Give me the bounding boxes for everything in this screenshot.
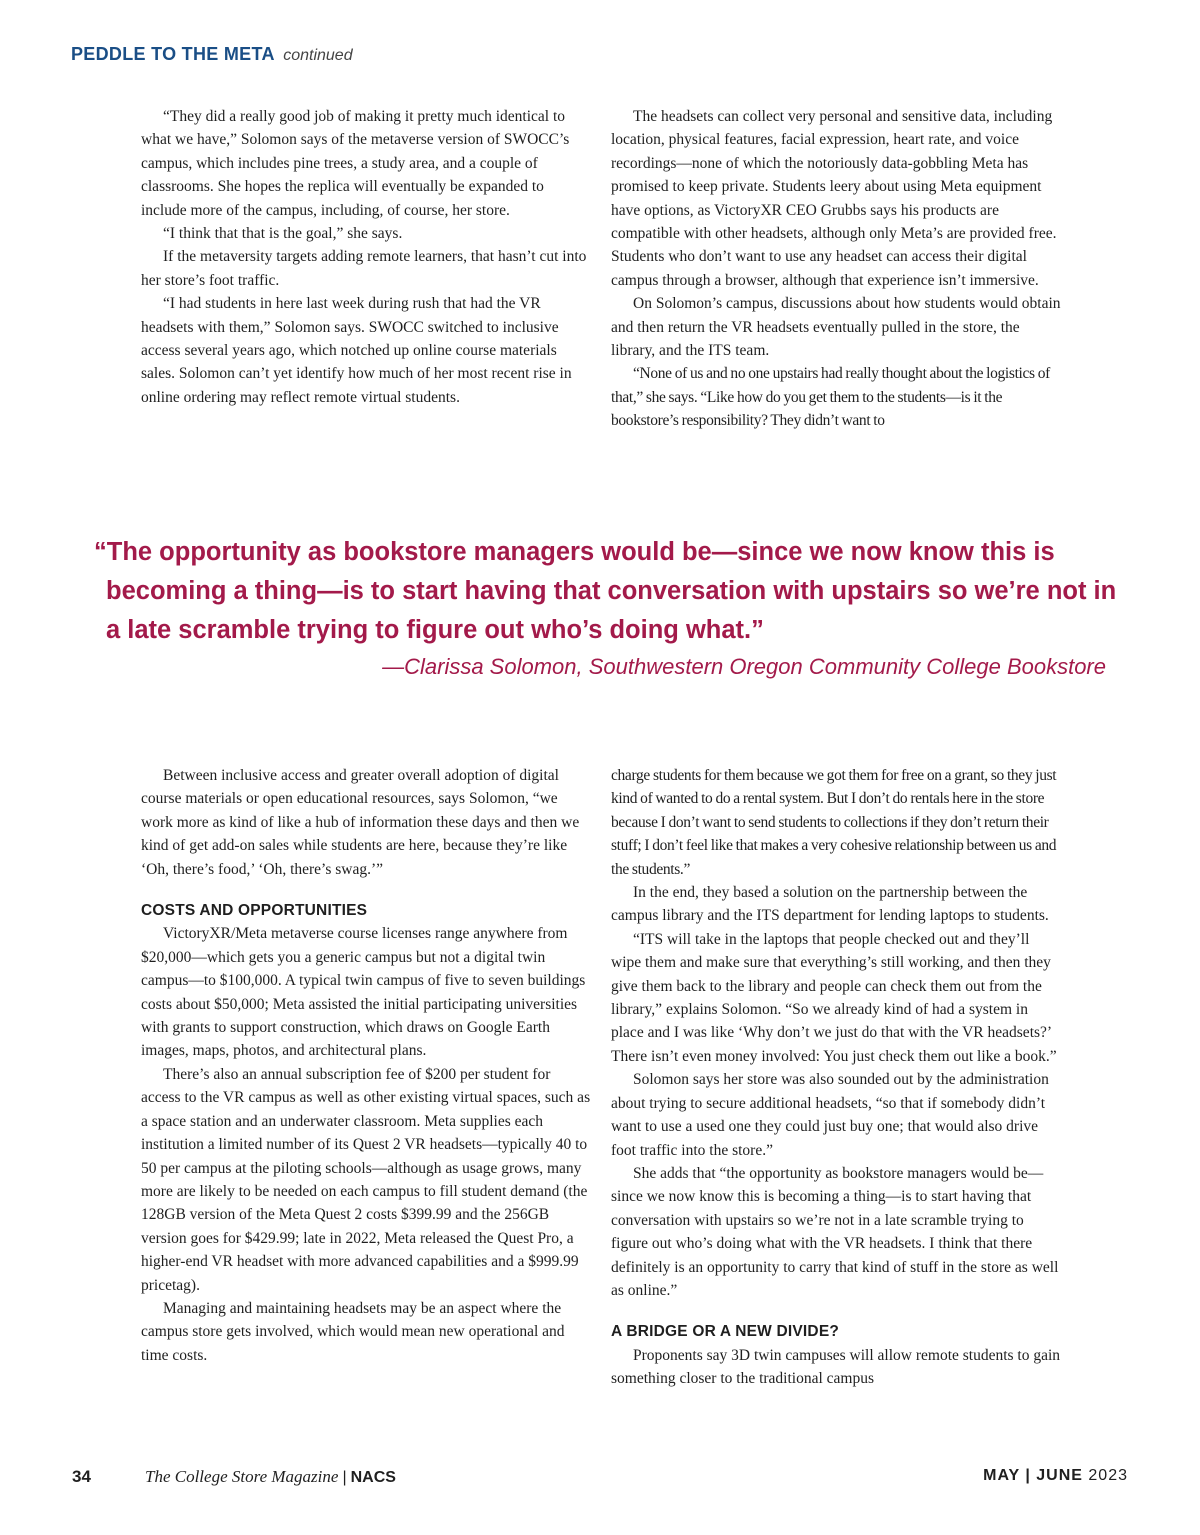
paragraph: If the metaversity targets adding remote learners, that hasn’t cut into her store’s foot traffic. [141,248,587,289]
column-bottom-left [141,764,591,1367]
column-top-left [141,105,591,409]
magazine-credit [145,1467,396,1487]
continued-label: continued [283,47,353,64]
paragraph: “None of us and no one upstairs had really thought about the logistics of that,” she says. “Like how do you get them to the students—is it the bookstore’s responsibility? They didn’t want to [611,365,1050,430]
issue-year: 2023 [1088,1467,1128,1484]
issue-months: MAY | JUNE [983,1467,1083,1484]
section-title: PEDDLE TO THE META [71,44,275,64]
pull-quote [90,533,1120,682]
paragraph: The headsets can collect very personal and sensitive data, including location, physical features, facial expression, heart rate, and voice recordings—none of which the notoriously data-gobbling Meta has promised to keep private. Students leery about using Meta equipment have options, as VictoryXR CEO Grubbs says his products are compatible with other headsets, although only Meta’s are provided free. Students who don’t want to use any headset can access their digital campus through a browser, although that experience isn’t immersive. [611,108,1057,289]
section-heading: COSTS AND OPPORTUNITIES [141,902,368,920]
organization: NACS [350,1469,396,1486]
paragraph: Managing and maintaining headsets may be an aspect where the campus store gets involved, which would mean new operational and time costs. [141,1299,565,1364]
paragraph: In the end, they based a solution on the partnership between the campus library and the ITS department for lending laptops to students. [611,884,1049,925]
separator: | [342,1469,347,1486]
paragraph: “ITS will take in the laptops that people checked out and they’ll wipe them and make sure that everything’s still working, and then they give them back to the library and people can check them out from the library,” explains Solomon. “So we already kind of had a system in place and I was like ‘Why don’t we just do that with the VR headsets?’ There isn’t even money involved: You just check them out like a book.” [611,930,1057,1065]
paragraph: Between inclusive access and greater overall adoption of digital course materials or open educational resources, says Solomon, “we work more as kind of like a hub of information these days and then we kind of get add-on sales while students are here, because they’re like ‘Oh, there’s food,’ ‘Oh, there’s swag.’” [141,767,580,878]
pull-quote-attribution: —Clarissa Solomon, Southwestern Oregon Community College Bookstore [382,654,1106,679]
paragraph: “They did a really good job of making it pretty much identical to what we have,” Solomon says of the metaverse version of SWOCC’s campus, which includes pine trees, a study area, and a couple of classrooms. She hopes the replica will eventually be expanded to include more of the campus, including, of course, her store. [141,108,570,219]
column-top-right [611,105,1061,433]
pull-quote-text: “The opportunity as bookstore managers would be—since we now know this is becoming a thing—is to start having that conversation with upstairs so we’re not in a late scramble trying to figure out who’s doing what.” [94,538,1117,644]
section-heading: A BRIDGE OR A NEW DIVIDE? [611,1323,840,1341]
issue-date [983,1467,1128,1485]
page-footer [0,1467,1200,1493]
paragraph: VictoryXR/Meta metaverse course licenses range anywhere from $20,000—which gets you a generic campus but not a digital twin campus—to $100,000. A typical twin campus of five to seven buildings costs about $50,000; Meta assisted the initial participating universities with grants to support construction, which draws on Google Earth images, maps, photos, and architectural plans. [141,925,586,1060]
paragraph: “I had students in here last week during rush that had the VR headsets with them,” Solomon says. SWOCC switched to inclusive access several years ago, which notched up online course materials sales. Solomon can’t yet identify how much of her most recent rise in online ordering may reflect remote virtual students. [141,295,572,406]
paragraph: “I think that that is the goal,” she says. [163,225,403,243]
page-number: 34 [72,1467,91,1486]
paragraph: She adds that “the opportunity as bookstore managers would be—since we now know this is becoming a thing—is to start having that conversation with upstairs so we’re not in a late scramble trying to figure out who’s doing what with the VR headsets. I think that there definitely is an opportunity to carry that kind of stuff in the store as well as online.” [611,1164,1059,1299]
paragraph: Proponents say 3D twin campuses will allow remote students to gain something closer to the traditional campus [611,1346,1061,1388]
paragraph: Solomon says her store was also sounded out by the administration about trying to secure additional headsets, “so that if somebody didn’t want to use a used one they could just buy one; that would also drive foot traffic into the store.” [611,1071,1049,1159]
paragraph: charge students for them because we got them for free on a grant, so they just kind of wanted to do a rental system. But I don’t do rentals here in the store because I don’t want to send students to collections if they don’t return their stuff; I don’t feel like that makes a very cohesive relationship between us and the students.” [611,767,1057,878]
column-bottom-right [611,764,1061,1391]
paragraph: There’s also an annual subscription fee of $200 per student for access to the VR campus as well as other existing virtual spaces, such as a space station and an underwater classroom. Meta supplies each institution a limited number of its Quest 2 VR headsets—typically 40 to 50 per campus at the piloting schools—although as usage grows, many more are likely to be needed on each campus to fill student demand (the 128GB version of the Meta Quest 2 costs $399.99 and the 256GB version goes for $429.99; late in 2022, Meta released the Quest Pro, a higher-end VR headset with more advanced capabilities and a $999.99 pricetag). [141,1065,591,1294]
running-header [71,44,353,65]
paragraph: On Solomon’s campus, discussions about how students would obtain and then return the VR headsets eventually pulled in the store, the library, and the ITS team. [611,295,1061,360]
magazine-title: The College Store Magazine [145,1467,339,1486]
